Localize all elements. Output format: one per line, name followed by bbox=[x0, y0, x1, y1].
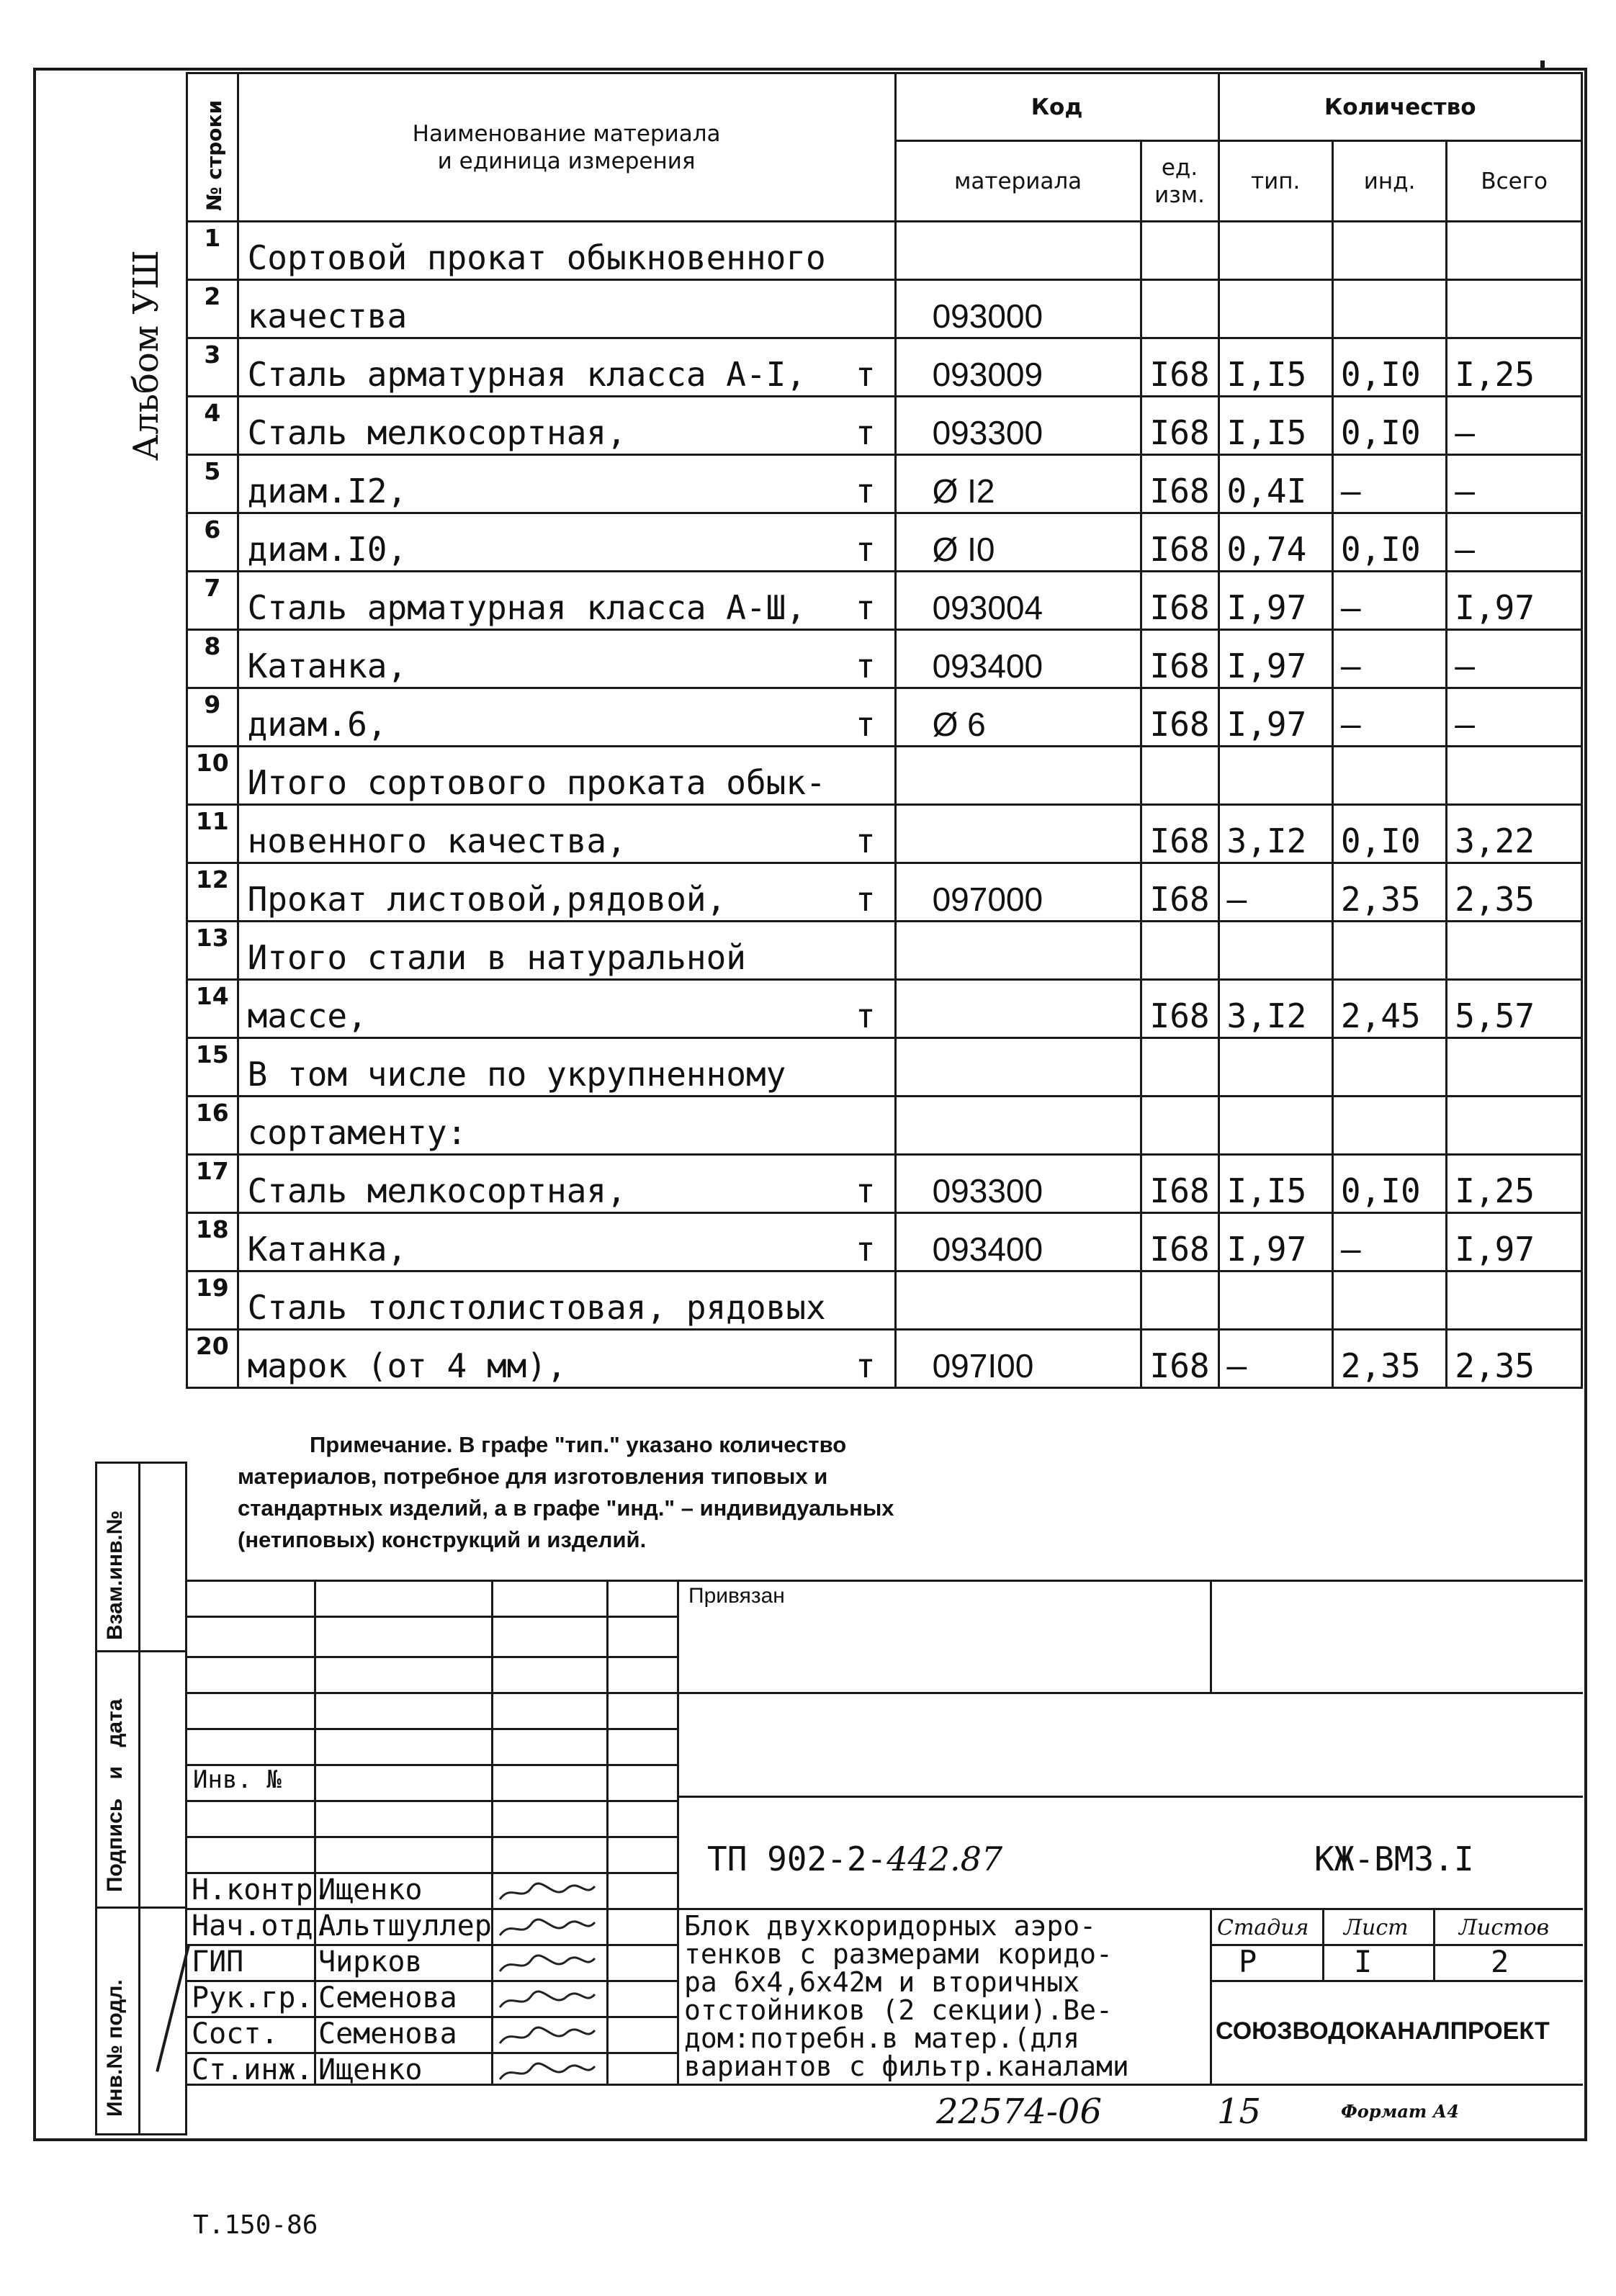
title-line: отстойников (2 секции).Ве- bbox=[684, 1994, 1113, 2026]
stamp-grid bbox=[1210, 1580, 1212, 1692]
side-divider bbox=[95, 1650, 187, 1652]
role-person: Ищенко bbox=[318, 2053, 423, 2086]
unit-code: I68 bbox=[1141, 630, 1218, 688]
row-number: 4 bbox=[187, 397, 238, 455]
material-name: сортаменту: bbox=[238, 1097, 895, 1155]
qty-ind bbox=[1332, 1271, 1446, 1330]
stamp-top-line bbox=[186, 1580, 1583, 1582]
note-line: материалов, потребное для изготовления типовых и bbox=[238, 1464, 828, 1489]
qty-total: I,25 bbox=[1447, 1155, 1582, 1213]
qty-ind: 0,I0 bbox=[1332, 1155, 1446, 1213]
table-row bbox=[187, 630, 1582, 688]
side-divider bbox=[95, 1906, 187, 1909]
unit-code: I68 bbox=[1141, 397, 1218, 455]
qty-typ: 3,I2 bbox=[1218, 805, 1332, 863]
qty-ind: 0,I0 bbox=[1332, 805, 1446, 863]
unit-code: I68 bbox=[1141, 1213, 1218, 1271]
qty-total: I,97 bbox=[1447, 572, 1582, 630]
material-code: 097I00 bbox=[895, 1330, 1141, 1388]
note bbox=[238, 1429, 894, 1556]
qty-ind bbox=[1332, 922, 1446, 980]
row-number: 15 bbox=[187, 1038, 238, 1097]
table-row bbox=[187, 863, 1582, 922]
signature-mark bbox=[497, 1953, 598, 1981]
stamp-grid bbox=[1210, 1908, 1212, 2084]
doc-code bbox=[707, 1840, 1002, 1878]
stamp-grid bbox=[491, 1580, 493, 2084]
material-name: диам.6, т bbox=[238, 688, 895, 747]
qty-total bbox=[1447, 747, 1582, 805]
drawing-title bbox=[684, 1912, 1129, 2081]
stamp-grid bbox=[186, 1800, 677, 1802]
table-row bbox=[187, 1097, 1582, 1155]
signature-mark bbox=[497, 1917, 598, 1945]
title-line: вариантов с фильтр.каналами bbox=[684, 2050, 1129, 2082]
unit-code: I68 bbox=[1141, 1330, 1218, 1388]
unit-code bbox=[1141, 922, 1218, 980]
qty-ind: – bbox=[1332, 1213, 1446, 1271]
sheets-label: Листов bbox=[1459, 1915, 1550, 1940]
signature-mark bbox=[497, 2025, 598, 2053]
material-name: Сталь мелкосортная, т bbox=[238, 397, 895, 455]
qty-total bbox=[1447, 280, 1582, 338]
materials-table bbox=[186, 72, 1583, 1389]
unit-code bbox=[1141, 280, 1218, 338]
qty-ind: 0,I0 bbox=[1332, 513, 1446, 572]
unit-letter: т bbox=[855, 588, 876, 627]
qty-ind bbox=[1332, 280, 1446, 338]
stamp-grid bbox=[1322, 1908, 1324, 1980]
signature-mark bbox=[497, 1881, 598, 1909]
qty-typ: I,97 bbox=[1218, 630, 1332, 688]
stamp-grid bbox=[314, 1580, 316, 2084]
stamp-grid bbox=[677, 1796, 1583, 1798]
material-name: марок (от 4 мм), т bbox=[238, 1330, 895, 1388]
page-number: 15 bbox=[1217, 2092, 1262, 2132]
signature-mark bbox=[497, 1989, 598, 2017]
side-label-podpis: Подпись и дата bbox=[103, 1698, 127, 1892]
unit-code: I68 bbox=[1141, 863, 1218, 922]
archive-number: 22574-06 bbox=[936, 2092, 1102, 2132]
stamp-grid bbox=[1433, 1908, 1435, 1980]
table-row bbox=[187, 805, 1582, 863]
qty-total bbox=[1447, 222, 1582, 280]
format-label: Формат А4 bbox=[1341, 2101, 1459, 2122]
material-name: В том числе по укрупненному bbox=[238, 1038, 895, 1097]
material-name: новенного качества, т bbox=[238, 805, 895, 863]
material-code: 093300 bbox=[895, 1155, 1141, 1213]
unit-letter: т bbox=[855, 1230, 876, 1269]
side-label-vzam: Взам.инв.№ bbox=[103, 1510, 127, 1640]
qty-ind: 2,35 bbox=[1332, 1330, 1446, 1388]
unit-code bbox=[1141, 1038, 1218, 1097]
role-person: Семенова bbox=[318, 2017, 457, 2050]
row-number: 6 bbox=[187, 513, 238, 572]
material-code: 093400 bbox=[895, 630, 1141, 688]
title-line: тенков с размерами коридо- bbox=[684, 1938, 1113, 1970]
qty-typ: I,I5 bbox=[1218, 338, 1332, 397]
note-line: (нетиповых) конструкций и изделий. bbox=[238, 1527, 647, 1552]
qty-ind: – bbox=[1332, 688, 1446, 747]
qty-typ: I,I5 bbox=[1218, 397, 1332, 455]
qty-ind: 0,I0 bbox=[1332, 397, 1446, 455]
material-name: Итого стали в натуральной bbox=[238, 922, 895, 980]
qty-ind bbox=[1332, 1097, 1446, 1155]
stamp-grid bbox=[186, 1616, 677, 1618]
qty-total: – bbox=[1447, 513, 1582, 572]
role-title: Н.контр. bbox=[192, 1873, 331, 1906]
qty-total: – bbox=[1447, 455, 1582, 513]
unit-code bbox=[1141, 222, 1218, 280]
qty-typ: – bbox=[1218, 863, 1332, 922]
material-name: Сталь мелкосортная, т bbox=[238, 1155, 895, 1213]
role-person: Чирков bbox=[318, 1945, 423, 1978]
qty-total: 2,35 bbox=[1447, 863, 1582, 922]
unit-letter: т bbox=[855, 355, 876, 394]
header-code-material: материала bbox=[895, 141, 1141, 222]
material-name: Сталь толстолистовая, рядовых bbox=[238, 1271, 895, 1330]
row-number: 1 bbox=[187, 222, 238, 280]
row-number: 10 bbox=[187, 747, 238, 805]
material-code bbox=[895, 922, 1141, 980]
qty-typ: 0,74 bbox=[1218, 513, 1332, 572]
material-code: 097000 bbox=[895, 863, 1141, 922]
table-row bbox=[187, 455, 1582, 513]
table-row bbox=[187, 280, 1582, 338]
material-name: диам.I0, т bbox=[238, 513, 895, 572]
material-code bbox=[895, 222, 1141, 280]
header-code-unit: ед. изм. bbox=[1141, 141, 1218, 222]
qty-ind bbox=[1332, 747, 1446, 805]
header-q-ind: инд. bbox=[1332, 141, 1446, 222]
qty-typ bbox=[1218, 1097, 1332, 1155]
row-number: 18 bbox=[187, 1213, 238, 1271]
title-line: дом:потребн.в матер.(для bbox=[684, 2022, 1080, 2054]
qty-typ: 0,4I bbox=[1218, 455, 1332, 513]
header-row-no: № строки bbox=[187, 73, 238, 222]
unit-code bbox=[1141, 1271, 1218, 1330]
material-code: Ø I0 bbox=[895, 513, 1141, 572]
material-code: 093400 bbox=[895, 1213, 1141, 1271]
material-name: Катанка, т bbox=[238, 1213, 895, 1271]
row-number: 19 bbox=[187, 1271, 238, 1330]
material-name: Прокат листовой,рядовой, т bbox=[238, 863, 895, 922]
unit-letter: т bbox=[855, 530, 876, 569]
unit-code: I68 bbox=[1141, 455, 1218, 513]
privyazan-label: Привязан bbox=[688, 1584, 785, 1608]
qty-typ: I,I5 bbox=[1218, 1155, 1332, 1213]
qty-ind: – bbox=[1332, 630, 1446, 688]
header-code: Код bbox=[895, 73, 1218, 141]
material-name: Итого сортового проката обык- bbox=[238, 747, 895, 805]
qty-ind: 0,I0 bbox=[1332, 338, 1446, 397]
table-row bbox=[187, 338, 1582, 397]
unit-letter: т bbox=[855, 472, 876, 510]
side-label-inv: Инв.№ подл. bbox=[103, 1979, 127, 2117]
role-title: Нач.отд. bbox=[192, 1909, 331, 1942]
qty-total: 3,22 bbox=[1447, 805, 1582, 863]
qty-ind bbox=[1332, 1038, 1446, 1097]
material-code: Ø I2 bbox=[895, 455, 1141, 513]
header-name: Наименование материала и единица измерения bbox=[238, 73, 895, 222]
row-number: 12 bbox=[187, 863, 238, 922]
qty-total bbox=[1447, 1097, 1582, 1155]
material-code bbox=[895, 1097, 1141, 1155]
qty-typ: – bbox=[1218, 1330, 1332, 1388]
unit-code bbox=[1141, 747, 1218, 805]
table-row bbox=[187, 688, 1582, 747]
unit-code: I68 bbox=[1141, 805, 1218, 863]
material-code: Ø 6 bbox=[895, 688, 1141, 747]
sheet-code: КЖ-ВМ3.I bbox=[1314, 1840, 1474, 1878]
qty-total: – bbox=[1447, 688, 1582, 747]
material-code bbox=[895, 1038, 1141, 1097]
material-code bbox=[895, 747, 1141, 805]
qty-total: 5,57 bbox=[1447, 980, 1582, 1038]
qty-typ: 3,I2 bbox=[1218, 980, 1332, 1038]
unit-code: I68 bbox=[1141, 980, 1218, 1038]
qty-typ: I,97 bbox=[1218, 1213, 1332, 1271]
unit-code: I68 bbox=[1141, 688, 1218, 747]
sheet-label: Лист bbox=[1344, 1915, 1409, 1940]
unit-code: I68 bbox=[1141, 572, 1218, 630]
row-number: 11 bbox=[187, 805, 238, 863]
side-divider bbox=[138, 1462, 140, 2135]
note-line: стандартных изделий, а в графе "инд." – индивидуальных bbox=[238, 1495, 894, 1521]
table-row bbox=[187, 513, 1582, 572]
table-row bbox=[187, 980, 1582, 1038]
unit-letter: т bbox=[855, 705, 876, 744]
table-row bbox=[187, 747, 1582, 805]
material-code bbox=[895, 1271, 1141, 1330]
stamp-grid bbox=[677, 1580, 679, 2084]
sheet-value: I bbox=[1354, 1944, 1373, 1979]
stamp-grid bbox=[606, 1580, 609, 2084]
row-number: 20 bbox=[187, 1330, 238, 1388]
unit-code: I68 bbox=[1141, 513, 1218, 572]
stamp-grid bbox=[186, 1728, 677, 1730]
row-number: 3 bbox=[187, 338, 238, 397]
qty-typ bbox=[1218, 1038, 1332, 1097]
doc-code-handwritten: 442.87 bbox=[886, 1840, 1003, 1878]
table-row bbox=[187, 922, 1582, 980]
qty-total: I,25 bbox=[1447, 338, 1582, 397]
material-code bbox=[895, 980, 1141, 1038]
note-line: Примечание. В графе "тип." указано количество bbox=[310, 1432, 847, 1457]
row-number: 17 bbox=[187, 1155, 238, 1213]
qty-total bbox=[1447, 1038, 1582, 1097]
role-title: Рук.гр. bbox=[192, 1981, 313, 2014]
qty-typ bbox=[1218, 280, 1332, 338]
stage-label: Стадия bbox=[1217, 1915, 1309, 1940]
material-name: Сталь арматурная класса А-Ш, т bbox=[238, 572, 895, 630]
unit-letter: т bbox=[855, 996, 876, 1035]
material-code: 093004 bbox=[895, 572, 1141, 630]
unit-code: I68 bbox=[1141, 338, 1218, 397]
table-row bbox=[187, 1330, 1582, 1388]
row-number: 2 bbox=[187, 280, 238, 338]
qty-ind bbox=[1332, 222, 1446, 280]
stage-value: Р bbox=[1239, 1944, 1257, 1979]
signature-mark bbox=[497, 2061, 598, 2089]
qty-typ bbox=[1218, 222, 1332, 280]
table-row bbox=[187, 397, 1582, 455]
unit-letter: т bbox=[855, 647, 876, 685]
table-row bbox=[187, 1213, 1582, 1271]
row-number: 8 bbox=[187, 630, 238, 688]
materials-body bbox=[187, 222, 1582, 1388]
qty-total: – bbox=[1447, 397, 1582, 455]
qty-typ: I,97 bbox=[1218, 572, 1332, 630]
qty-ind: 2,45 bbox=[1332, 980, 1446, 1038]
unit-letter: т bbox=[855, 1346, 876, 1385]
qty-typ bbox=[1218, 1271, 1332, 1330]
form-code: Т.150-86 bbox=[193, 2210, 318, 2240]
album-label: Альбом УШ bbox=[126, 250, 166, 461]
qty-typ: I,97 bbox=[1218, 688, 1332, 747]
material-code: 093009 bbox=[895, 338, 1141, 397]
unit-code: I68 bbox=[1141, 1155, 1218, 1213]
row-number: 16 bbox=[187, 1097, 238, 1155]
stamp-grid bbox=[186, 1656, 677, 1658]
qty-typ bbox=[1218, 747, 1332, 805]
qty-total bbox=[1447, 922, 1582, 980]
qty-total: I,97 bbox=[1447, 1213, 1582, 1271]
qty-ind: 2,35 bbox=[1332, 863, 1446, 922]
qty-ind: – bbox=[1332, 455, 1446, 513]
qty-total: 2,35 bbox=[1447, 1330, 1582, 1388]
unit-letter: т bbox=[855, 413, 876, 452]
table-row bbox=[187, 222, 1582, 280]
inv-no-label: Инв. № bbox=[193, 1765, 282, 1794]
title-line: ра 6х4,6х42м и вторичных bbox=[684, 1966, 1080, 1998]
table-row bbox=[187, 1038, 1582, 1097]
stamp-grid bbox=[186, 1692, 1583, 1694]
organization: СОЮЗВОДОКАНАЛПРОЕКТ bbox=[1216, 2017, 1550, 2045]
role-person: Ищенко bbox=[318, 1873, 423, 1906]
stamp-grid bbox=[1210, 1944, 1583, 1946]
qty-total: – bbox=[1447, 630, 1582, 688]
role-title: Ст.инж. bbox=[192, 2053, 313, 2086]
unit-letter: т bbox=[855, 880, 876, 919]
role-person: Семенова bbox=[318, 1981, 457, 2014]
material-name: Сортовой прокат обыкновенного bbox=[238, 222, 895, 280]
material-code bbox=[895, 805, 1141, 863]
qty-total bbox=[1447, 1271, 1582, 1330]
qty-ind: – bbox=[1332, 572, 1446, 630]
doc-code-typed: ТП 902-2- bbox=[707, 1840, 887, 1878]
row-number: 5 bbox=[187, 455, 238, 513]
unit-code bbox=[1141, 1097, 1218, 1155]
table-row bbox=[187, 1271, 1582, 1330]
material-name: качества bbox=[238, 280, 895, 338]
role-title: Сост. bbox=[192, 2017, 279, 2050]
header-q-total: Всего bbox=[1447, 141, 1582, 222]
qty-typ bbox=[1218, 922, 1332, 980]
header-quantity: Количество bbox=[1218, 73, 1581, 141]
material-name: массе, т bbox=[238, 980, 895, 1038]
row-number: 9 bbox=[187, 688, 238, 747]
stamp-grid bbox=[186, 1944, 677, 1946]
row-number: 13 bbox=[187, 922, 238, 980]
stamp-grid bbox=[1210, 1980, 1583, 1982]
row-number: 7 bbox=[187, 572, 238, 630]
unit-letter: т bbox=[855, 821, 876, 860]
sheets-value: 2 bbox=[1491, 1944, 1509, 1979]
role-person: Альтшуллер bbox=[318, 1909, 492, 1942]
material-name: Сталь арматурная класса А-I, т bbox=[238, 338, 895, 397]
role-title: ГИП bbox=[192, 1945, 244, 1978]
material-name: Катанка, т bbox=[238, 630, 895, 688]
title-line: Блок двухкоридорных аэро- bbox=[684, 1910, 1096, 1942]
unit-letter: т bbox=[855, 1171, 876, 1210]
row-number: 14 bbox=[187, 980, 238, 1038]
table-row bbox=[187, 1155, 1582, 1213]
header-q-typ: тип. bbox=[1218, 141, 1332, 222]
table-row bbox=[187, 572, 1582, 630]
stamp-grid bbox=[186, 1836, 677, 1838]
material-name: диам.I2, т bbox=[238, 455, 895, 513]
top-tick bbox=[1540, 60, 1545, 68]
material-code: 093000 bbox=[895, 280, 1141, 338]
material-code: 093300 bbox=[895, 397, 1141, 455]
